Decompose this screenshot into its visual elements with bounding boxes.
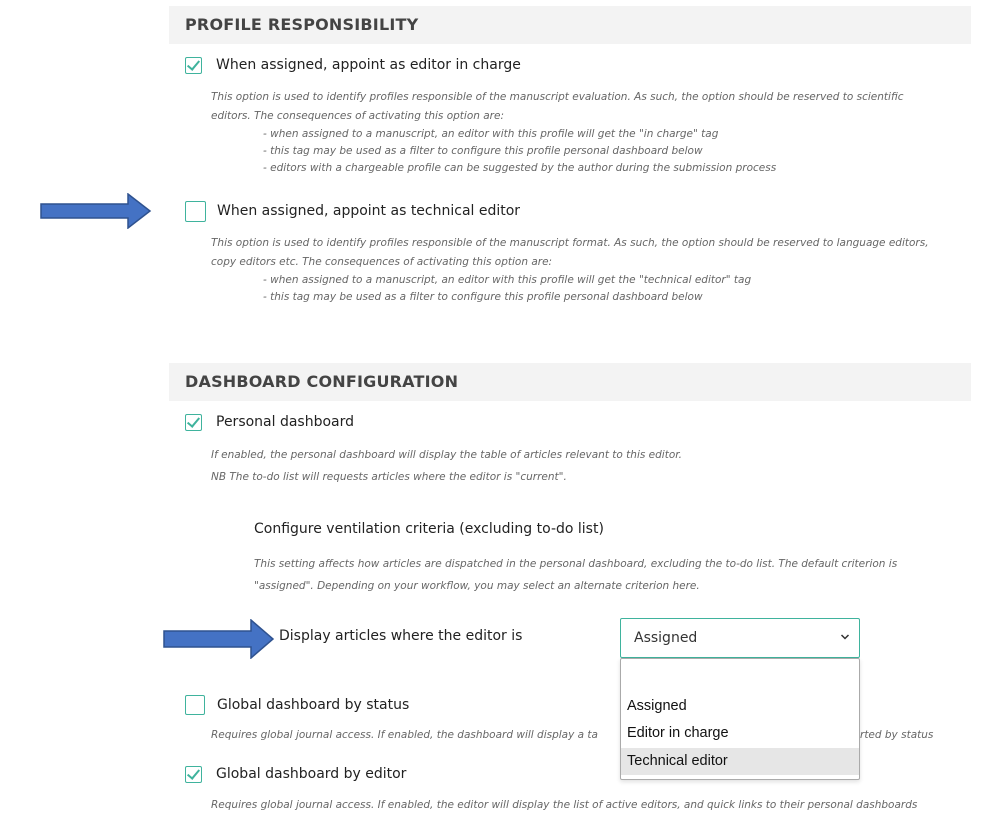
global-by-editor-checkbox[interactable]: [185, 766, 202, 783]
personal-dashboard-label: Personal dashboard: [216, 414, 355, 430]
global-by-editor-help: [211, 796, 917, 815]
editor-in-charge-label: When assigned, appoint as editor in charge: [216, 57, 521, 73]
ventilation-criteria-title: Configure ventilation criteria (excluding to-do list): [254, 521, 604, 537]
help-bullet: - this tag may be used as a filter to configure this profile personal dashboard below: [263, 145, 703, 157]
help-bullet: - when assigned to a manuscript, an editor with this profile will get the "in charge" tag: [263, 128, 719, 140]
editor-in-charge-checkbox[interactable]: [185, 57, 202, 74]
help-line: This option is used to identify profiles responsible of the manuscript evaluation. As such, the option should be reserved to scientific: [211, 91, 904, 103]
dropdown-option-assigned[interactable]: Assigned: [627, 698, 687, 714]
help-line: Requires global journal access. If enabled, the editor will display the list of active editors, and quick links to their personal dashboards: [211, 799, 918, 811]
technical-editor-checkbox[interactable]: [185, 201, 206, 222]
ventilation-help: [254, 553, 897, 597]
global-by-status-help-tail: [860, 726, 933, 745]
dashboard-configuration-header: DASHBOARD CONFIGURATION: [169, 363, 971, 401]
technical-editor-help: [211, 234, 929, 306]
global-by-status-option[interactable]: [185, 694, 409, 716]
dropdown-option-editor-in-charge[interactable]: Editor in charge: [627, 725, 729, 741]
help-line: rted by status: [860, 729, 934, 741]
help-line: Requires global journal access. If enabled, the dashboard will display a ta: [211, 729, 598, 741]
help-line: This setting affects how articles are dispatched in the personal dashboard, excluding the to-do list. The default criterion is: [254, 558, 898, 570]
selected-value: Assigned: [634, 630, 698, 646]
global-by-editor-option[interactable]: [185, 763, 406, 785]
dropdown-option-technical-editor[interactable]: Technical editor: [621, 748, 859, 775]
help-line: editors. The consequences of activating this option are:: [211, 110, 504, 122]
technical-editor-label: When assigned, appoint as technical editor: [217, 203, 521, 219]
help-bullet: - editors with a chargeable profile can be suggested by the author during the submission process: [263, 162, 777, 174]
annotation-arrow-icon: [163, 619, 275, 659]
help-line: If enabled, the personal dashboard will display the table of articles relevant to this editor.: [211, 449, 682, 461]
help-line: This option is used to identify profiles responsible of the manuscript format. As such, the option should be reserved to language editors,: [211, 237, 929, 249]
technical-editor-option[interactable]: [185, 200, 520, 222]
help-line: NB The to-do list will requests articles where the editor is "current".: [211, 471, 567, 483]
editor-in-charge-option[interactable]: [185, 54, 521, 76]
global-by-editor-label: Global dashboard by editor: [216, 766, 407, 782]
help-bullet: - this tag may be used as a filter to configure this profile personal dashboard below: [263, 291, 703, 303]
annotation-arrow-icon: [40, 193, 152, 229]
chevron-down-icon: [840, 632, 850, 642]
personal-dashboard-help: [211, 444, 682, 488]
help-line: "assigned". Depending on your workflow, you may select an alternate criterion here.: [254, 580, 700, 592]
editor-in-charge-help: [211, 88, 904, 177]
display-articles-label: Display articles where the editor is: [279, 628, 523, 644]
personal-dashboard-checkbox[interactable]: [185, 414, 202, 431]
editor-criterion-dropdown[interactable]: [620, 658, 860, 780]
global-by-status-help: [211, 726, 598, 745]
help-bullet: - when assigned to a manuscript, an editor with this profile will get the "technical editor" tag: [263, 274, 752, 286]
global-by-status-checkbox[interactable]: [185, 695, 205, 715]
global-by-status-label: Global dashboard by status: [217, 697, 410, 713]
editor-criterion-select[interactable]: [620, 618, 860, 658]
profile-responsibility-header: PROFILE RESPONSIBILITY: [169, 6, 971, 44]
personal-dashboard-option[interactable]: [185, 411, 354, 433]
dropdown-option-blank[interactable]: [621, 666, 859, 693]
help-line: copy editors etc. The consequences of activating this option are:: [211, 256, 553, 268]
